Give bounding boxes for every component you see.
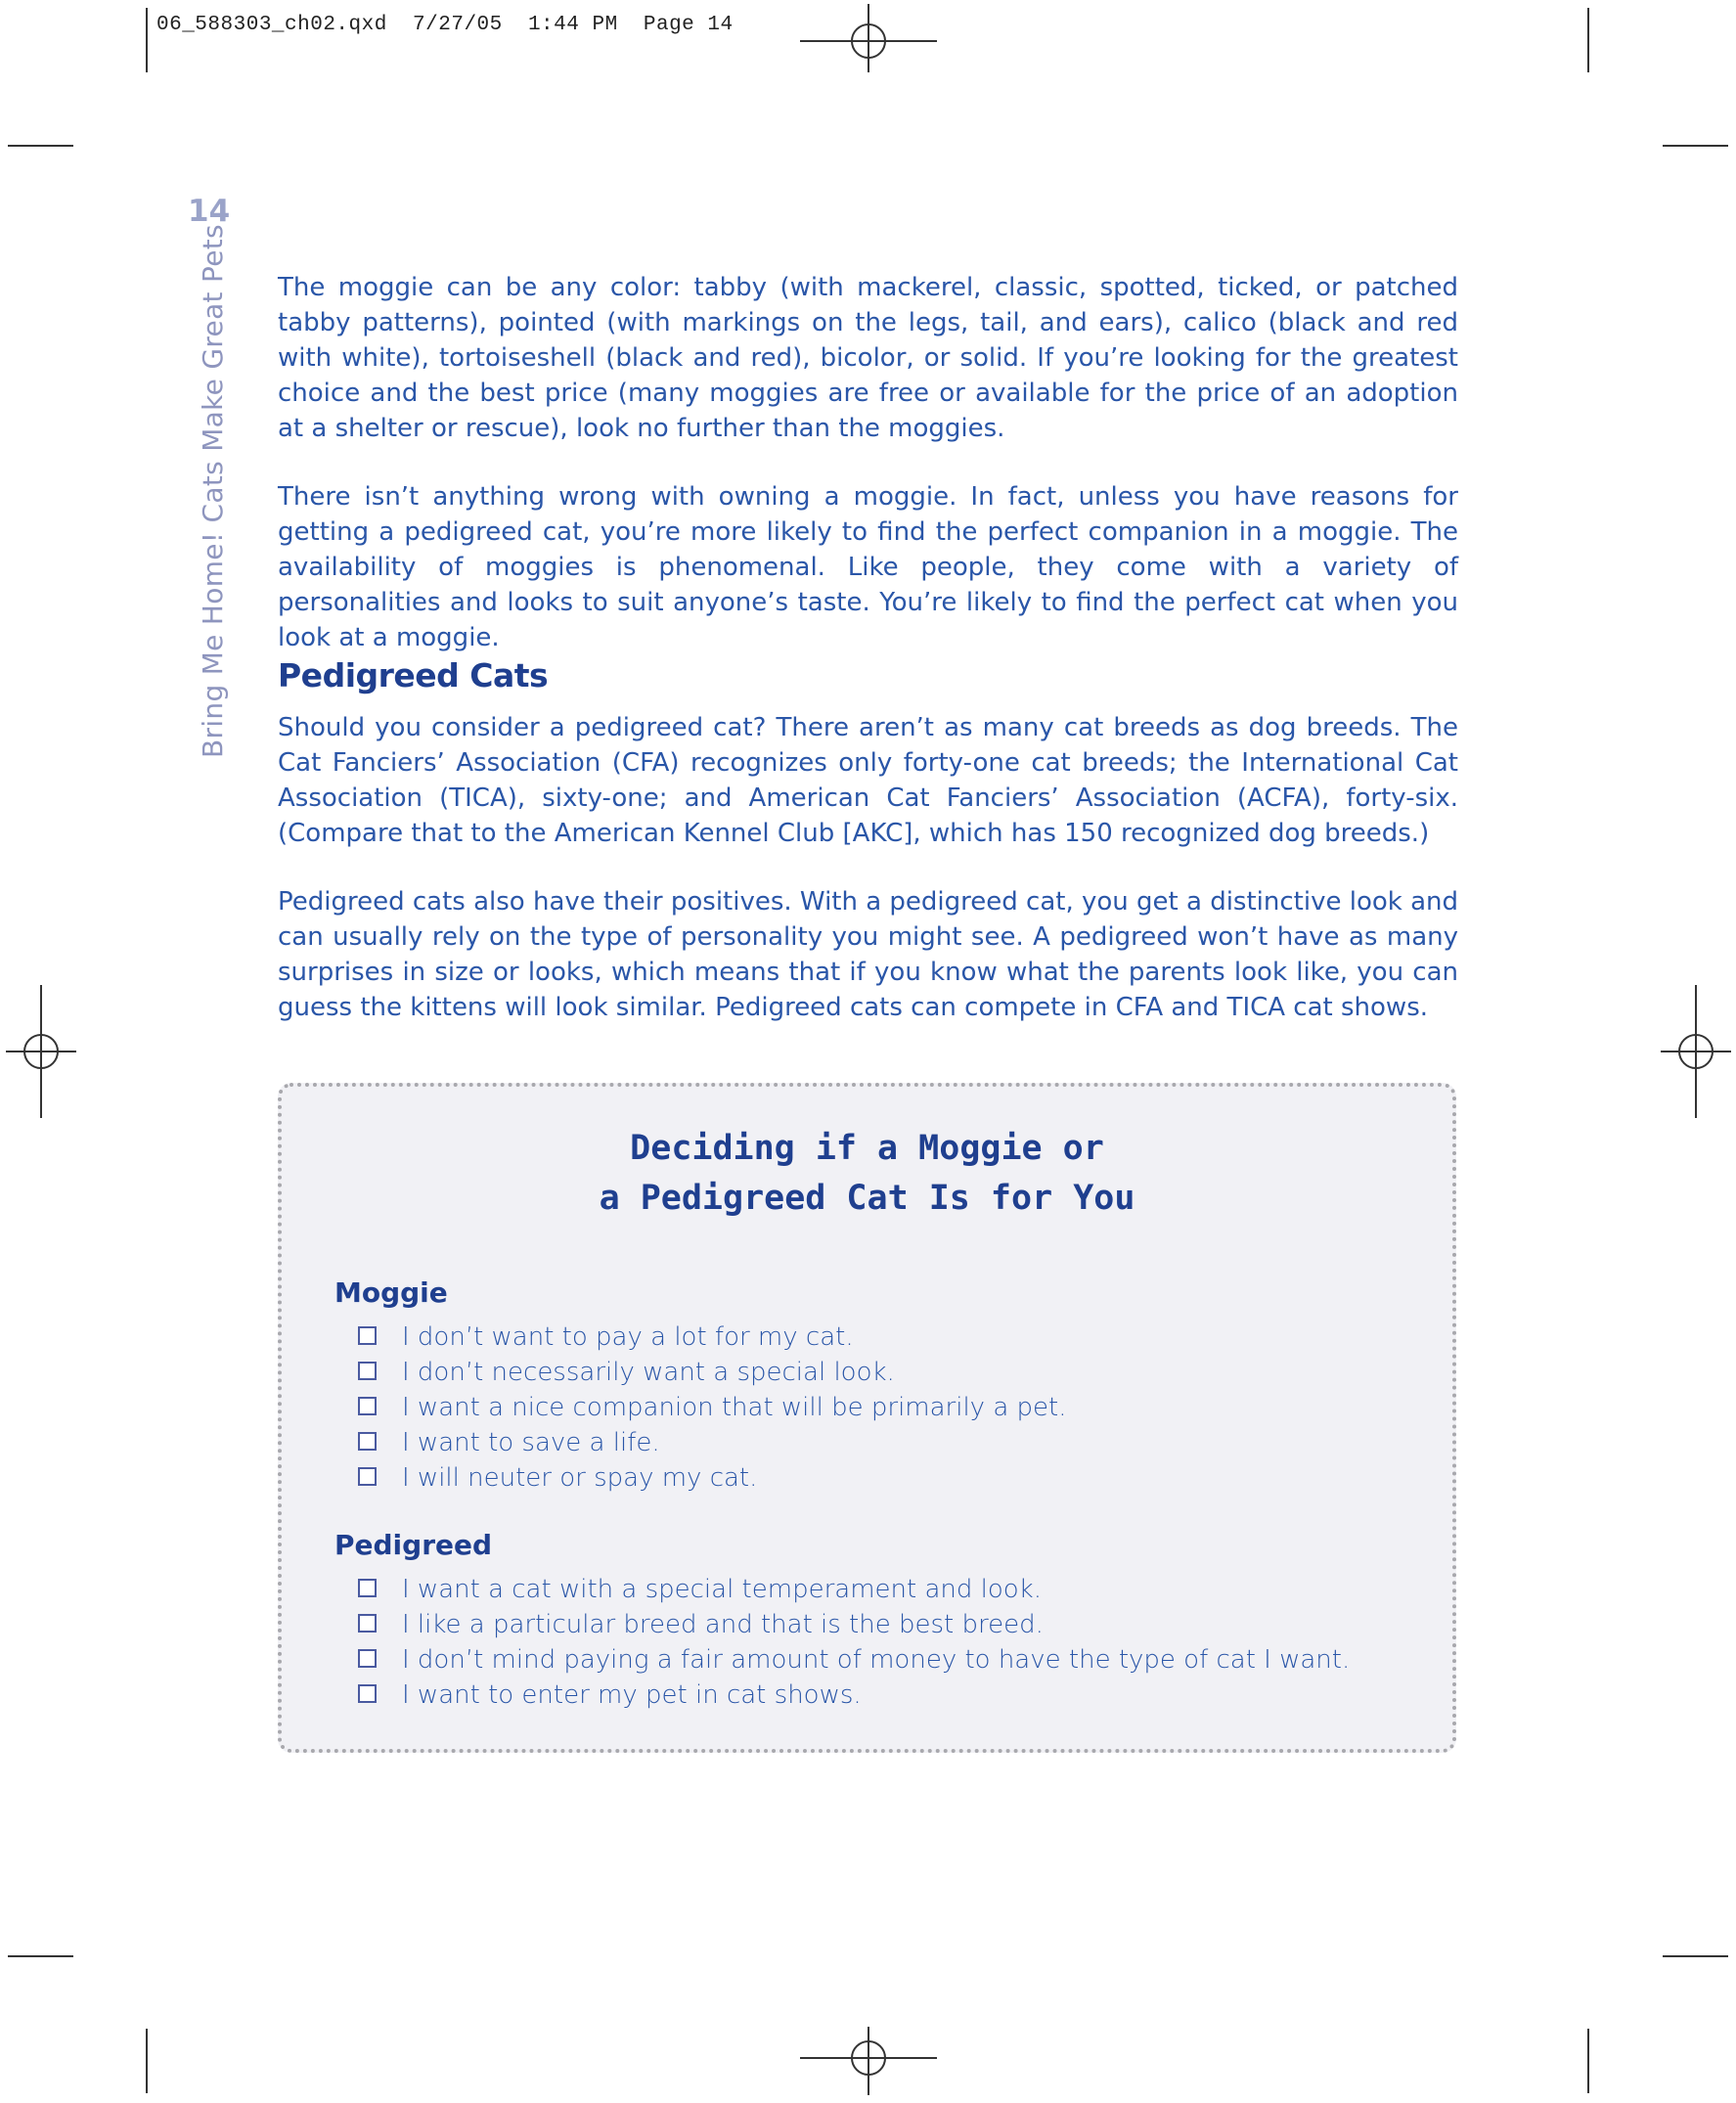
checklist-item-text: I will neuter or spay my cat.	[402, 1463, 758, 1493]
checklist-item	[358, 1355, 1067, 1390]
checklist-item	[358, 1460, 1067, 1496]
checkbox[interactable]	[358, 1614, 377, 1633]
checkbox[interactable]	[358, 1579, 377, 1597]
crop-mark	[1587, 2029, 1589, 2093]
registration-mark-icon	[1661, 985, 1731, 1118]
registration-mark-icon	[6, 985, 76, 1118]
crop-mark	[1663, 1955, 1728, 1957]
sidebar-title-line: Deciding if a Moggie or	[630, 1129, 1104, 1168]
running-head: Bring Me Home! Cats Make Great Pets	[197, 224, 229, 758]
body-paragraph: Should you consider a pedigreed cat? There aren’t as many cat breeds as dog breeds. The Cat Fanciers’ Association (CFA) recognizes only forty-one cat breeds; the International Cat Association (TICA), sixty-one; and American Cat Fanciers’ Association (ACFA), forty-six. (Compare that to the American Kennel Club [AKC], which has 150 recognized dog breeds.)	[278, 713, 1458, 848]
checklist-item-text: I want a cat with a special temperament and look.	[402, 1575, 1042, 1604]
registration-mark-icon	[800, 2027, 937, 2095]
crop-mark	[1587, 8, 1589, 72]
printer-slug: 06_588303_ch02.qxd 7/27/05 1:44 PM Page 14	[156, 14, 734, 36]
checklist-item-text: I don’t want to pay a lot for my cat.	[402, 1322, 854, 1352]
checklist-item	[358, 1572, 1350, 1607]
checklist-item	[358, 1642, 1350, 1678]
body-paragraph: The moggie can be any color: tabby (with mackerel, classic, spotted, ticked, or patched tabby patterns), pointed (with markings on the legs, tail, and ears), calico (black and red with white), tortoiseshell (black and red), bicolor, or solid. If you’re looking for the greatest choice and the best price (many moggies are free or available for the price of an adoption at a shelter or rescue), look no further than the moggies.	[278, 273, 1458, 443]
checkbox[interactable]	[358, 1467, 377, 1486]
body-paragraph: There isn’t anything wrong with owning a moggie. In fact, unless you have reasons for getting a pedigreed cat, you’re more likely to find the perfect companion in a moggie. The availability of moggies is phenomenal. Like people, they come with a variety of personalities and looks to suit anyone’s taste. You’re likely to find the perfect cat when you look at a moggie.	[278, 482, 1458, 652]
checklist-item	[358, 1607, 1350, 1642]
section-heading: Pedigreed Cats	[278, 656, 549, 694]
group-label-moggie: Moggie	[334, 1276, 448, 1309]
checklist-item	[358, 1425, 1067, 1460]
moggie-checklist	[358, 1320, 1067, 1496]
checklist-item	[358, 1678, 1350, 1713]
checkbox[interactable]	[358, 1432, 377, 1451]
checkbox[interactable]	[358, 1649, 377, 1668]
registration-mark-icon	[800, 4, 937, 72]
page-number: 14	[188, 194, 231, 229]
crop-mark	[146, 8, 148, 72]
pedigreed-checklist	[358, 1572, 1350, 1713]
checkbox[interactable]	[358, 1684, 377, 1703]
checklist-item-text: I want to enter my pet in cat shows.	[402, 1680, 862, 1710]
checkbox[interactable]	[358, 1362, 377, 1380]
checklist-item-text: I don’t necessarily want a special look.	[402, 1358, 895, 1387]
crop-mark	[8, 145, 73, 147]
checklist-item-text: I don’t mind paying a fair amount of money to have the type of cat I want.	[402, 1645, 1351, 1675]
checklist-item-text: I want to save a life.	[402, 1428, 660, 1457]
checklist-item-text: I like a particular breed and that is the best breed.	[402, 1610, 1044, 1639]
checkbox[interactable]	[358, 1397, 377, 1415]
crop-mark	[8, 1955, 73, 1957]
checkbox[interactable]	[358, 1326, 377, 1345]
sidebar-title-line: a Pedigreed Cat Is for You	[599, 1179, 1135, 1218]
checklist-sidebar	[278, 1083, 1456, 1753]
checklist-item-text: I want a nice companion that will be primarily a pet.	[402, 1393, 1067, 1422]
crop-mark	[1663, 145, 1728, 147]
checklist-item	[358, 1390, 1067, 1425]
sidebar-title	[282, 1124, 1452, 1224]
body-paragraph: Pedigreed cats also have their positives. With a pedigreed cat, you get a distinctive look and can usually rely on the type of personality you might see. A pedigreed won’t have as many surprises in size or looks, which means that if you know what the parents look like, you can guess the kittens will look similar. Pedigreed cats can compete in CFA and TICA cat shows.	[278, 887, 1458, 1022]
checklist-item	[358, 1320, 1067, 1355]
crop-mark	[146, 2029, 148, 2093]
group-label-pedigreed: Pedigreed	[334, 1529, 493, 1561]
